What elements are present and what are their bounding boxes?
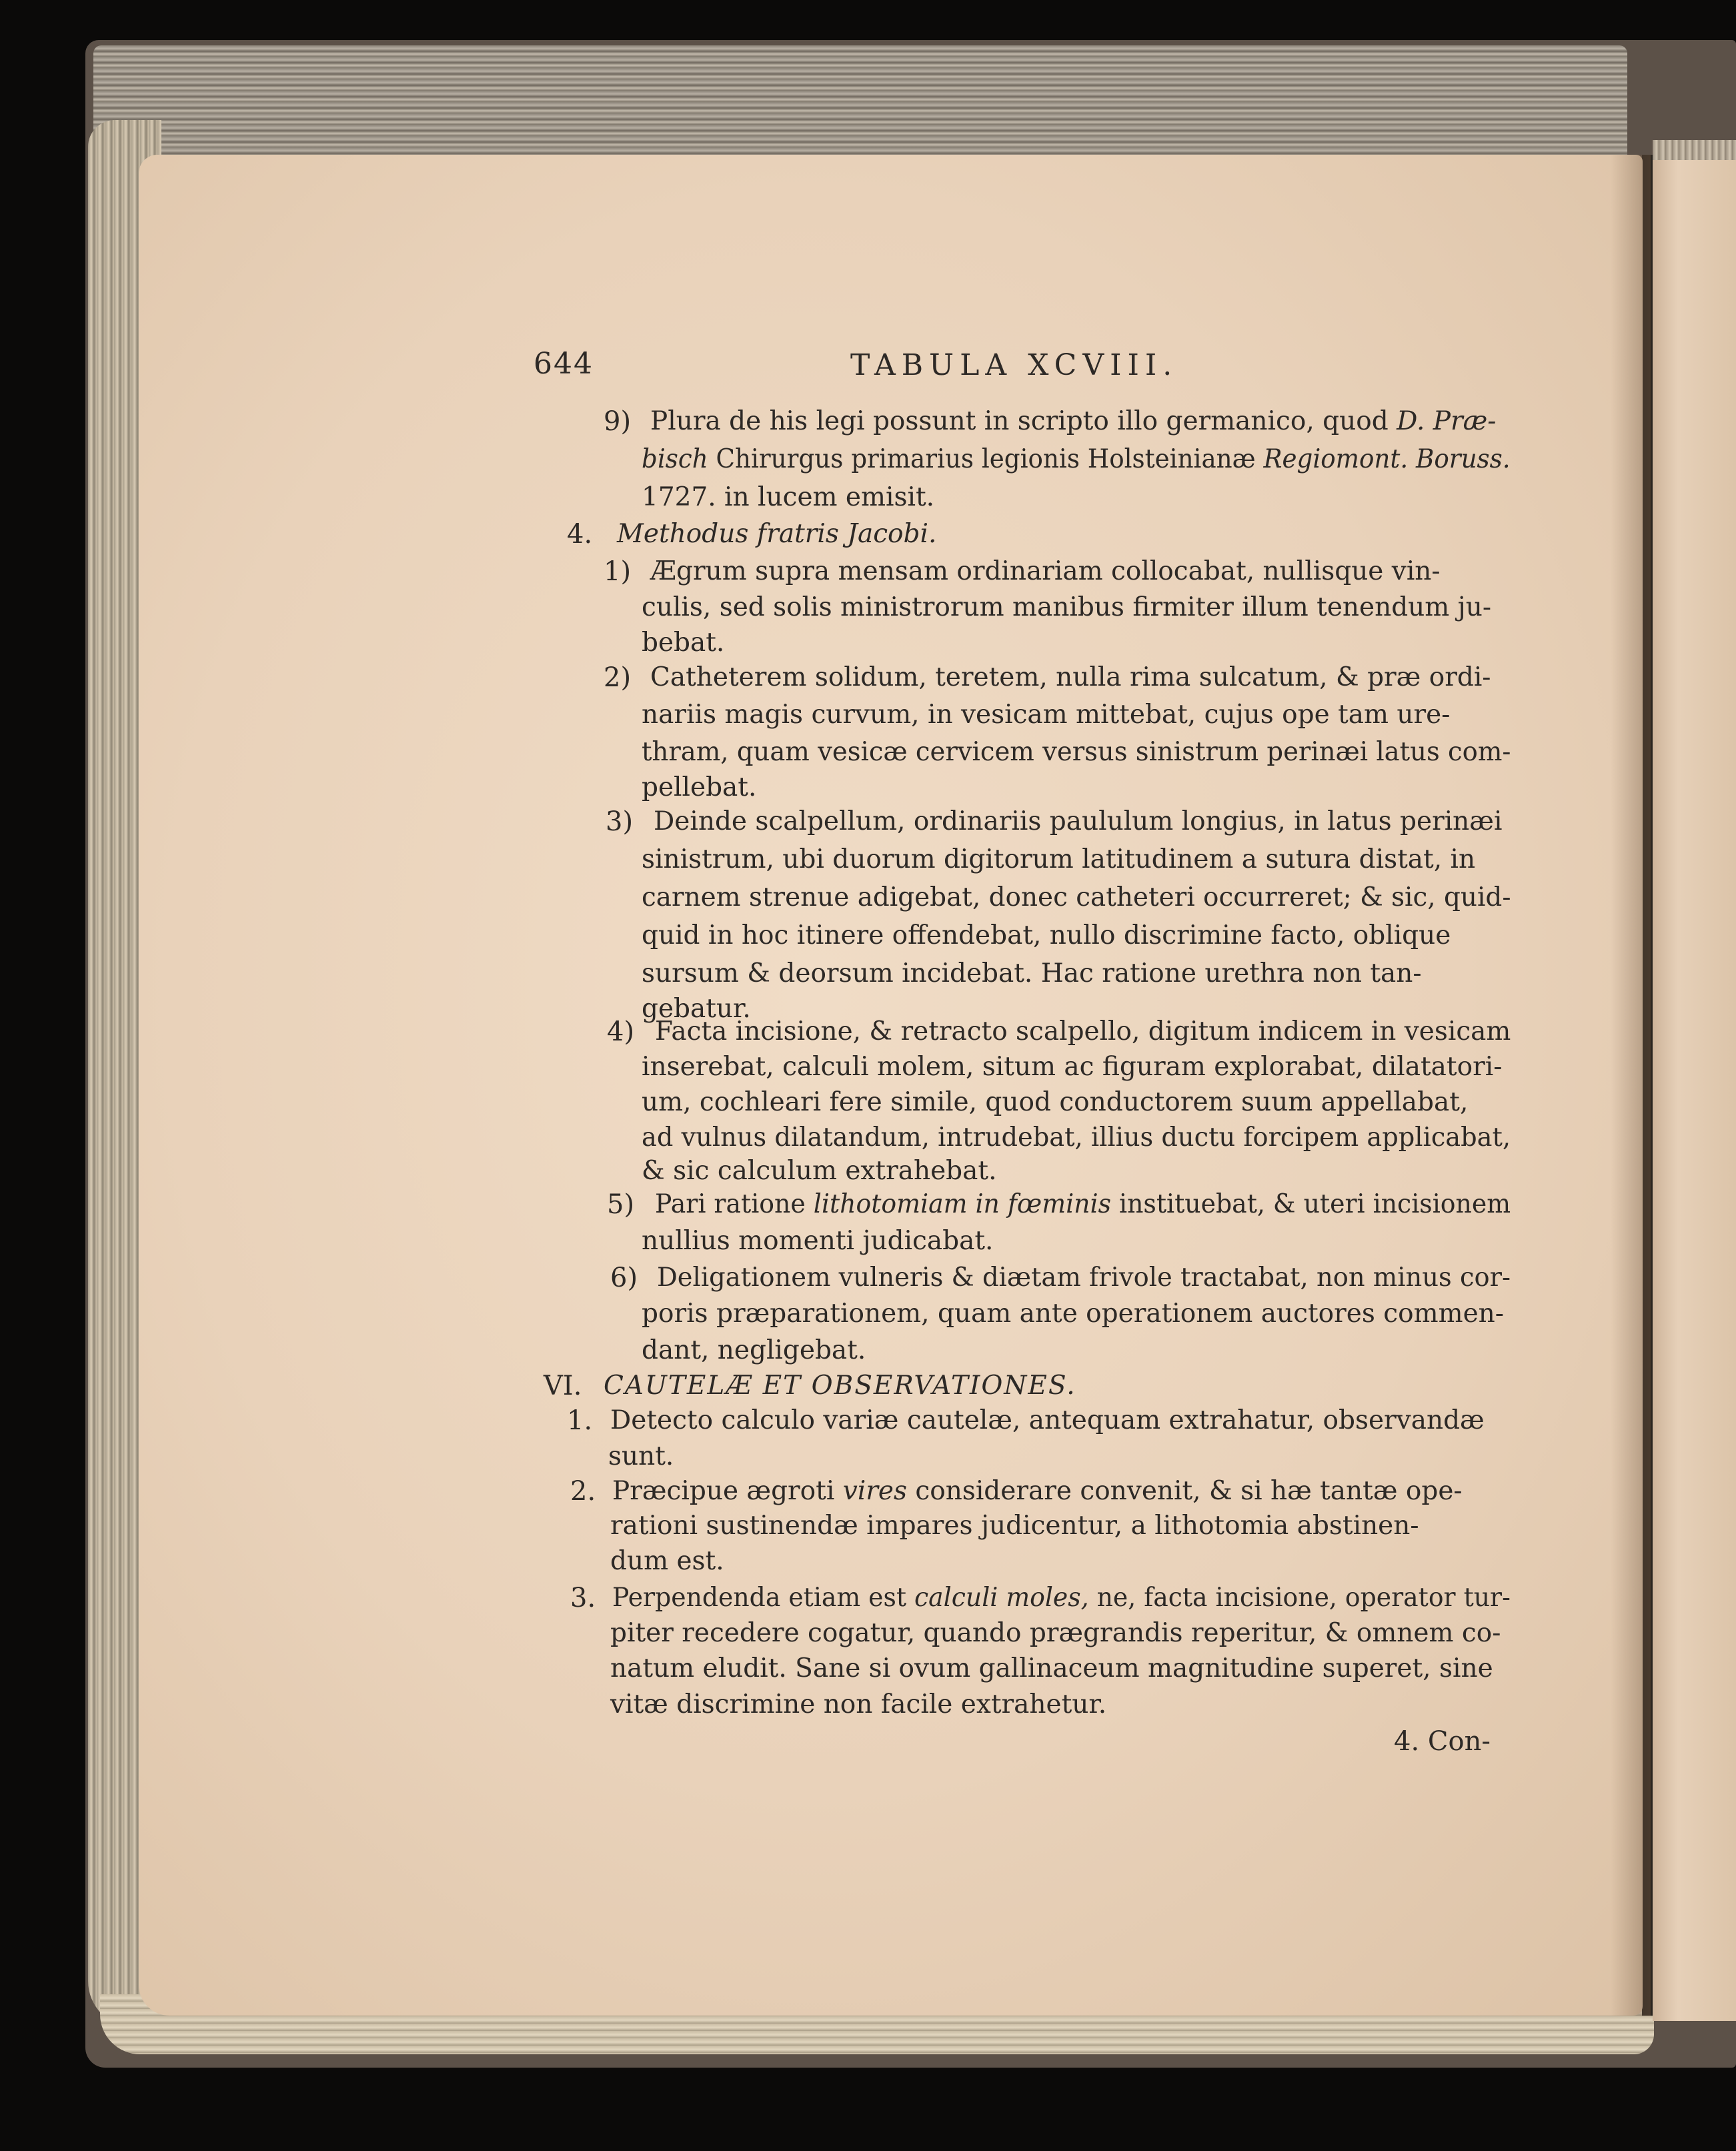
text-line: Deligationem vulneris & diætam frivole tractabat, non minus cor-	[657, 1263, 1511, 1293]
text-line: quid in hoc itinere offendebat, nullo discrimine facto, oblique	[642, 920, 1451, 950]
text-line: sinistrum, ubi duorum digitorum latitudinem a sutura distat, in	[642, 844, 1476, 874]
text-line: inserebat, calculi molem, situm ac figuram explorabat, dilatatori-	[642, 1052, 1503, 1082]
section-number: VI.	[544, 1371, 582, 1401]
text-line: sunt.	[608, 1441, 674, 1471]
text-line: Pari ratione lithotomiam in fœminis instituebat, & uteri incisionem	[655, 1189, 1511, 1219]
item-marker: 1.	[567, 1405, 593, 1436]
item-marker: 3.	[570, 1583, 596, 1613]
text-line: Præcipue ægroti vires considerare convenit, & si hæ tantæ ope-	[612, 1476, 1463, 1506]
item-marker: 3)	[606, 806, 634, 837]
item-marker: 6)	[610, 1263, 638, 1293]
text-line: dant, negligebat.	[642, 1335, 866, 1365]
item-marker: 2.	[570, 1476, 596, 1507]
text-line: piter recedere cogatur, quando prægrandis reperitur, & omnem co-	[610, 1618, 1501, 1648]
text-line: poris præparationem, quam ante operationem auctores commen-	[642, 1299, 1504, 1329]
section-subheading: Methodus fratris Jacobi.	[617, 519, 937, 549]
page-number: 644	[534, 347, 594, 381]
item-marker: 9)	[604, 406, 632, 437]
text-line: dum est.	[610, 1546, 724, 1576]
text-line: & sic calculum extrahebat.	[642, 1156, 997, 1186]
text-line: ad vulnus dilatandum, intrudebat, illius ductu forcipem applicabat,	[642, 1123, 1511, 1153]
text-line: bebat.	[642, 628, 725, 658]
text-line: culis, sed solis ministrorum manibus firmiter illum tenendum ju-	[642, 592, 1492, 622]
text-line: um, cochleari fere simile, quod conductorem suum appellabat,	[642, 1087, 1469, 1117]
item-marker: 2)	[604, 662, 632, 693]
item-marker: 5)	[607, 1189, 635, 1220]
text-line: gebatur.	[642, 994, 751, 1024]
text-line: vitæ discrimine non facile extrahetur.	[610, 1689, 1107, 1719]
text-line: nariis magis curvum, in vesicam mittebat, cujus ope tam ure-	[642, 700, 1451, 730]
running-title: TABULA XCVIII.	[850, 348, 1178, 382]
text-line: 1727. in lucem emisit.	[642, 482, 935, 512]
text-line: pellebat.	[642, 772, 757, 802]
text-line: thram, quam vesicæ cervicem versus sinistrum perinæi latus com-	[642, 737, 1511, 767]
text-line: Plura de his legi possunt in scripto illo germanico, quod D. Præ-	[650, 406, 1497, 436]
text-line: nullius momenti judicabat.	[642, 1226, 994, 1256]
item-marker: 4)	[607, 1016, 635, 1047]
item-marker: 1)	[604, 556, 632, 587]
item-marker: 4.	[567, 519, 593, 550]
text-line: bisch Chirurgus primarius legionis Holsteinianæ Regiomont. Boruss.	[642, 444, 1511, 474]
text-line: rationi sustinendæ impares judicentur, a lithotomia abstinen-	[610, 1511, 1419, 1541]
text-line: Catheterem solidum, teretem, nulla rima sulcatum, & præ ordi-	[650, 662, 1491, 692]
text-line: natum eludit. Sane si ovum gallinaceum magnitudine superet, sine	[610, 1653, 1493, 1683]
text-line: Deinde scalpellum, ordinariis paululum longius, in latus perinæi	[654, 806, 1503, 836]
text-line: Detecto calculo variæ cautelæ, antequam extrahatur, observandæ	[610, 1405, 1485, 1435]
text-line: Ægrum supra mensam ordinariam collocabat, nullisque vin-	[650, 556, 1441, 586]
text-line: sursum & deorsum incidebat. Hac ratione urethra non tan-	[642, 958, 1422, 988]
section-heading: CAUTELÆ ET OBSERVATIONES.	[604, 1371, 1076, 1401]
catchword: 4. Con-	[1394, 1726, 1491, 1757]
text-line: carnem strenue adigebat, donec catheteri occurreret; & sic, quid-	[642, 882, 1511, 912]
text-line: Perpendenda etiam est calculi moles, ne, facta incisione, operator tur-	[612, 1583, 1511, 1613]
text-line: Facta incisione, & retracto scalpello, digitum indicem in vesicam	[655, 1016, 1511, 1046]
